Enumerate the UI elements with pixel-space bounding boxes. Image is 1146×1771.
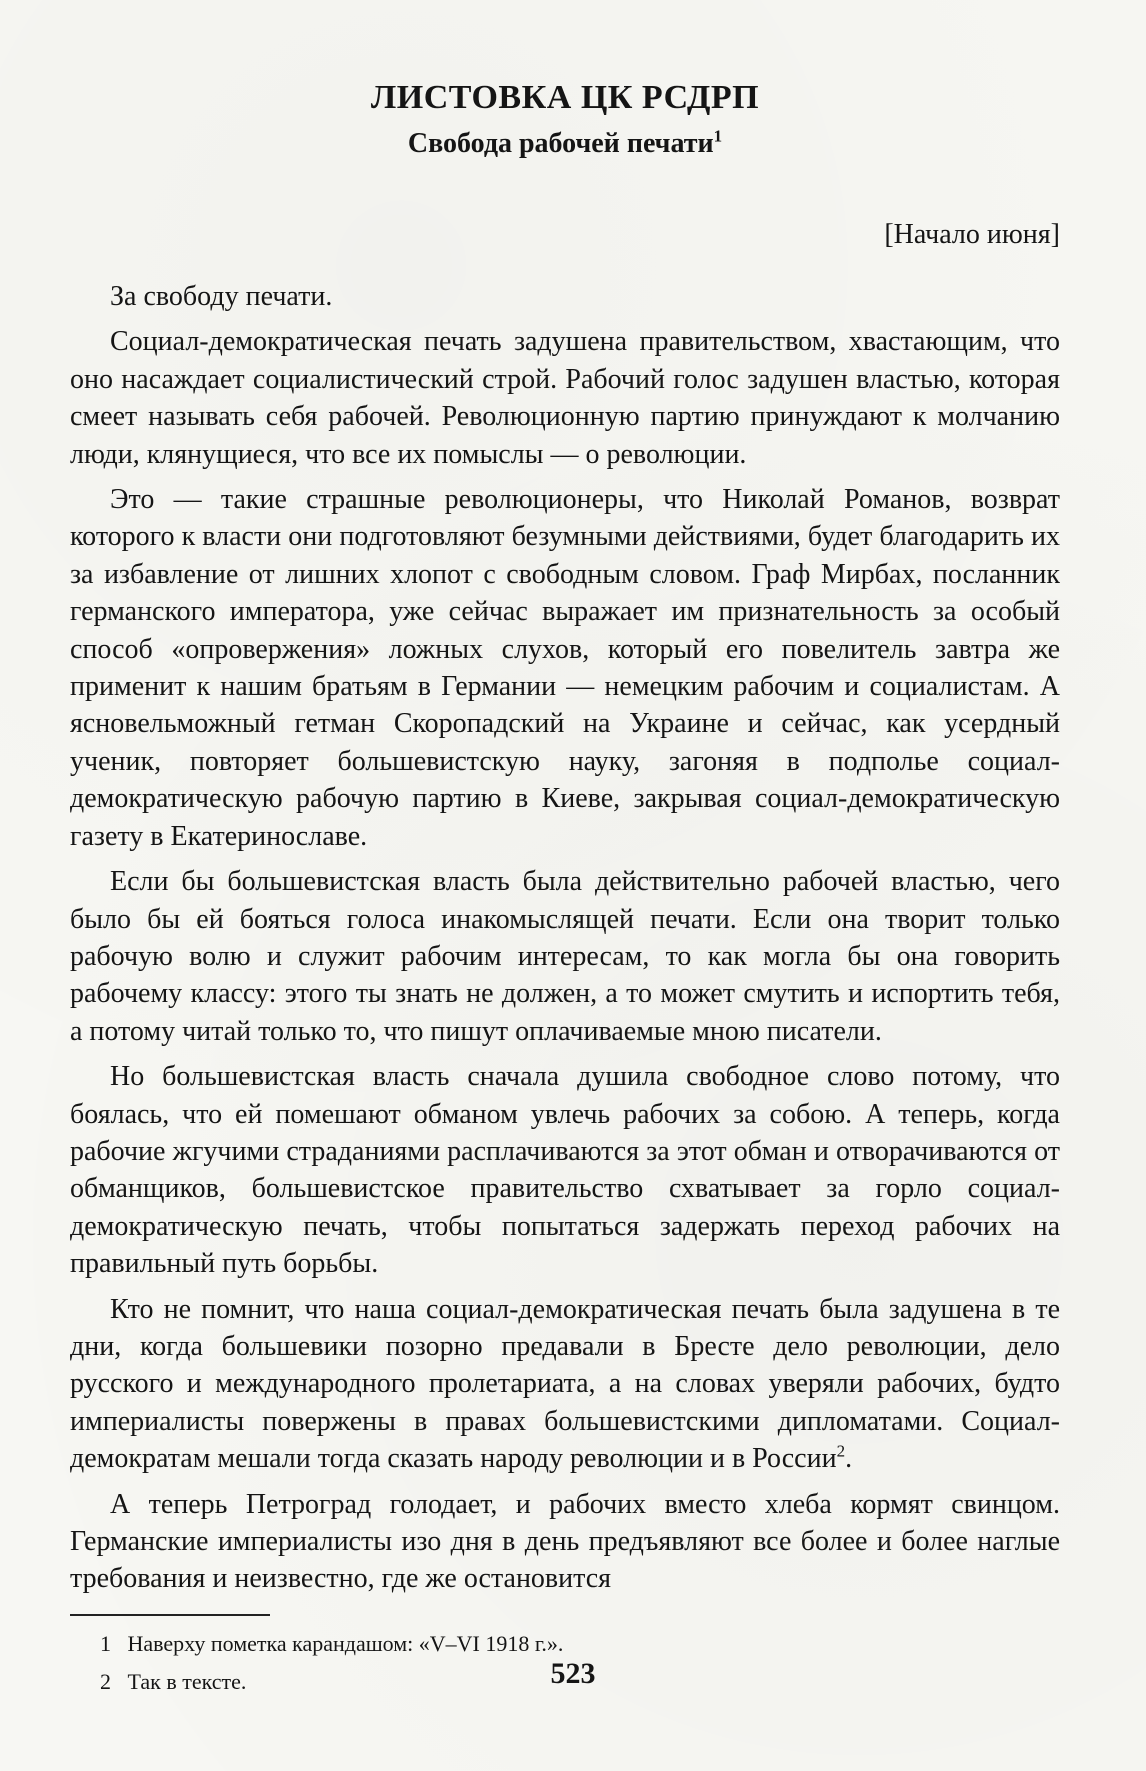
footnote-text: Так в тексте.: [127, 1668, 247, 1694]
paragraph: Социал-демократическая печать задушена правительством, хвастающим, что оно насаждает социалистический строй. Рабочий голос задушен властью, которая смеет называть себя рабочей. Революционную партию принуждают к молчанию люди, клянущиеся, что все их помыслы — о революции.: [70, 326, 1060, 470]
paragraph: За свободу печати.: [110, 281, 333, 312]
paragraph-text: Кто не помнит, что наша социал-демократическая печать была задушена в те дни, когда большевики позорно предавали в Бресте дело революции, дело русского и международного пролетариата, а на словах уверяли рабочих, будто империалисты повержены в правах большевистскими дипломатами. Социал-демократам мешали тогда сказать народу революции и в России: [70, 1293, 1060, 1475]
subtitle-footnote-marker: 1: [713, 126, 723, 146]
page-number: 523: [550, 1657, 596, 1690]
paragraph: Если бы большевистская власть была действительно рабочей властью, чего было бы ей бояться голоса инакомыслящей печати. Если она творит только рабочую волю и служит рабочим интересам, то как могла бы она говорить рабочему классу: этого ты знать не должен, а то может смутить и испортить тебя, а потому читай только то, что пишут оплачиваемые мною писатели.: [70, 866, 1060, 1047]
date-note: [Начало июня]: [884, 219, 1060, 250]
paragraph: А теперь Петроград голодает, и рабочих вместо хлеба кормят свинцом. Германские империалисты изо дня в день предъявляют все более и более наглые требования и неизвестно, где же остановится: [70, 1488, 1060, 1595]
footnote-text: Наверху пометка карандашом: «V–VI 1918 г.».: [127, 1630, 564, 1656]
paragraph-tail: .: [845, 1443, 853, 1475]
body-text: [70, 278, 1060, 1598]
document-subtitle: [70, 126, 1060, 162]
inline-footnote-marker: 2: [836, 1441, 846, 1461]
paragraph: Это — такие страшные революционеры, что Николай Романов, возврат которого к власти они подготовляют безумными действиями, будет благодарить их за избавление от лишних хлопот с свободным словом. Граф Мирбах, посланник германского императора, уже сейчас выражает им признательность за особый способ «опровержения» ложных слухов, который его повелитель завтра же применит к нашим братьям в Германии — немецким рабочим и социалистам. А ясновельможный гетман Скоропадский на Украине и сейчас, как усердный ученик, повторяет большевистскую науку, загоняя в подполье социал-демократическую рабочую партию в Киеве, закрывая социал-демократическую газету в Екатеринославе.: [70, 484, 1060, 852]
footnote-divider: [70, 1614, 270, 1616]
paragraph-with-footnote: [70, 1291, 1060, 1478]
footnote-number: 2: [100, 1668, 111, 1694]
paragraph: Но большевистская власть сначала душила свободное слово потому, что боялась, что ей помешают обманом увлечь рабочих за собою. А теперь, когда рабочие жгучими страданиями расплачиваются за этот обман и отворачиваются от обманщиков, большевистское правительство схватывает за горло социал-демократическую печать, чтобы попытаться задержать переход рабочих на правильный путь борьбы.: [70, 1061, 1060, 1280]
footnote-number: 1: [100, 1630, 111, 1656]
subtitle-text: Свобода рабочей печати: [407, 128, 714, 159]
document-title: ЛИСТОВКА ЦК РСДРП: [370, 79, 760, 116]
page-content: [70, 78, 1060, 1704]
